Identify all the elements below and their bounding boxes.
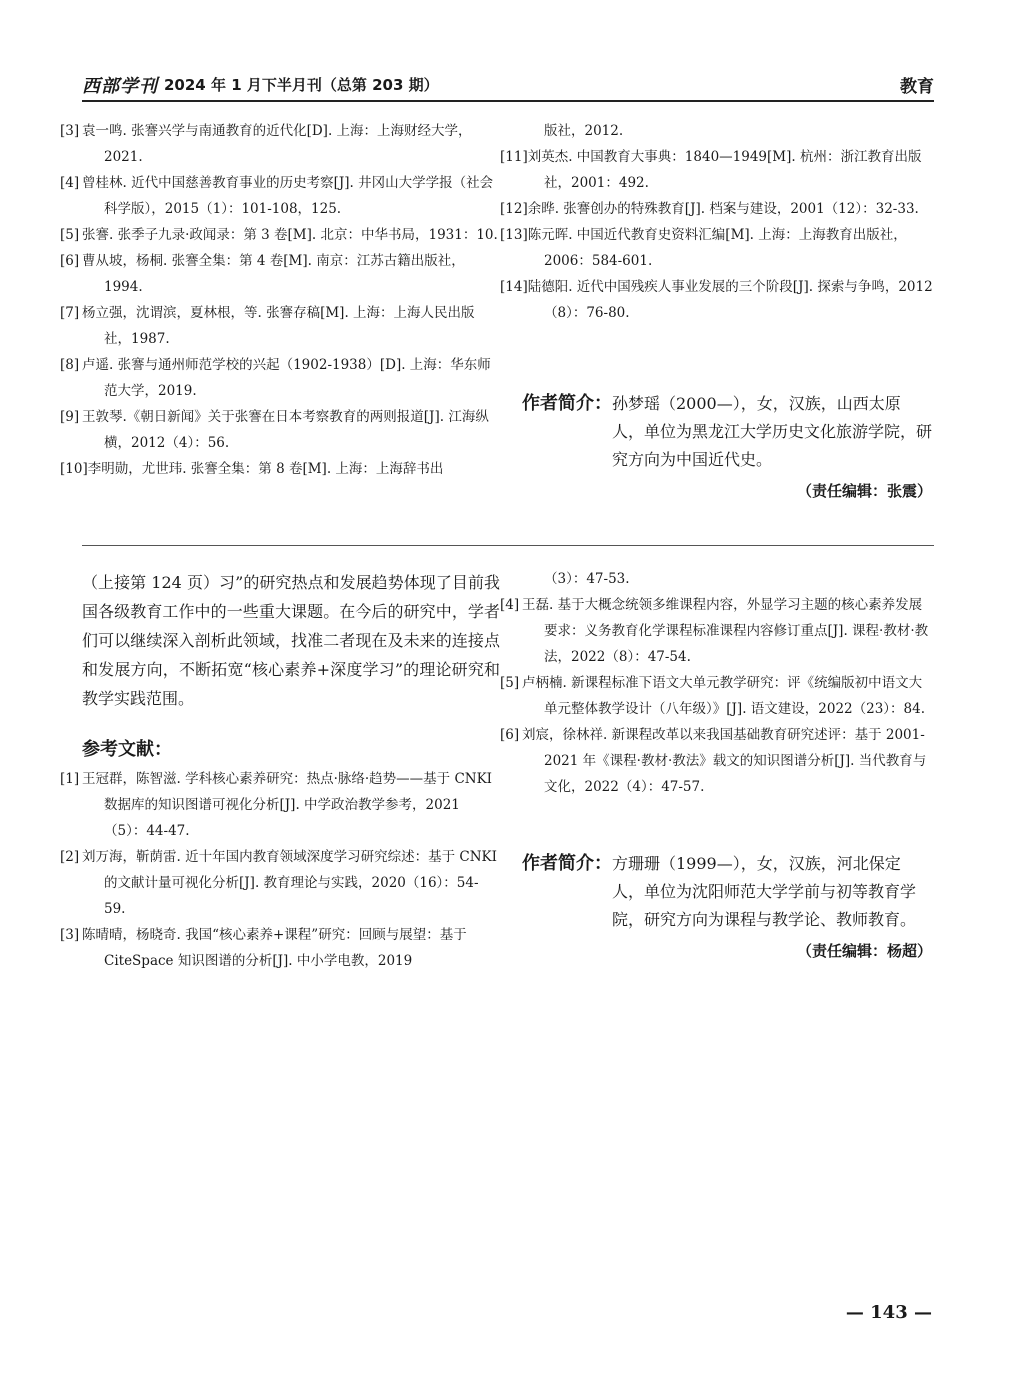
reference-item: [6] 曹从坡，杨桐. 张謇全集：第 4 卷[M]. 南京：江苏古籍出版社，1994. <box>60 253 465 295</box>
header-rule <box>82 100 934 102</box>
author-label: 作者简介： <box>522 853 612 874</box>
reference-item: [3] 陈晴晴，杨晓奇. 我国“核心素养+课程”研究：回顾与展望：基于 CiteSpace 知识图谱的分析[J]. 中小学电教，2019 <box>60 927 467 969</box>
issue-info: 2024 年 1 月下半月刊（总第 203 期） <box>164 76 439 94</box>
reference-item: [4] 曾桂林. 近代中国慈善教育事业的历史考察[J]. 井冈山大学学报（社会科学版），2015（1）：101-108，125. <box>60 175 494 217</box>
bottom-left-references <box>60 766 500 974</box>
bottom-right-references <box>500 566 934 800</box>
page-number: — 143 — <box>845 1302 932 1323</box>
reference-item: [11]刘英杰. 中国教育大事典：1840—1949[M]. 杭州：浙江教育出版社，2001：492. <box>500 149 922 191</box>
reference-item: [1] 王冠群，陈智滋. 学科核心素养研究：热点·脉络·趋势——基于 CNKI 数据库的知识图谱可视化分析[J]. 中学政治教学参考，2021（5）：44-47. <box>60 771 493 839</box>
journal-logo: 西部学刊 <box>82 76 158 97</box>
reference-item: [7] 杨立强，沈谓滨，夏林根，等. 张謇存稿[M]. 上海：上海人民出版社，1987. <box>60 305 475 347</box>
reference-item: [4] 王磊. 基于大概念统领多维课程内容，外显学习主题的核心素养发展要求：义务教育化学课程标准课程内容修订重点[J]. 课程·教材·教法，2022（8）：47-54. <box>500 597 929 665</box>
reference-item: [5] 张謇. 张季子九录·政闻录：第 3 卷[M]. 北京：中华书局，1931：10. <box>60 227 498 243</box>
page-header <box>82 70 934 100</box>
reference-continuation: 版社，2012. <box>544 123 624 139</box>
reference-item: [13]陈元晖. 中国近代教育史资料汇编[M]. 上海：上海教育出版社，2006：584-601. <box>500 227 907 269</box>
reference-item: [3] 袁一鸣. 张謇兴学与南通教育的近代化[D]. 上海：上海财经大学，2021. <box>60 123 472 165</box>
reference-item: [8] 卢遥. 张謇与通州师范学校的兴起（1902-1938）[D]. 上海：华东师范大学，2019. <box>60 357 491 399</box>
reference-item: [14]陆德阳. 近代中国残疾人事业发展的三个阶段[J]. 探索与争鸣，2012（8）：76-80. <box>500 279 933 321</box>
author-text: 孙梦瑶（2000—），女，汉族，山西太原人，单位为黑龙江大学历史文化旅游学院，研究方向为中国近代史。 <box>612 394 933 469</box>
section-title: 教育 <box>900 77 934 97</box>
author-bio-top <box>522 390 934 480</box>
reference-item: [9] 王敦琴.《朝日新闻》关于张謇在日本考察教育的两则报道[J]. 江海纵横，2012（4）：56. <box>60 409 489 451</box>
top-right-references <box>500 118 934 326</box>
reference-item: [2] 刘万海，靳荫雷. 近十年国内教育领域深度学习研究综述：基于 CNKI 的文献计量可视化分析[J]. 教育理论与实践，2020（16）：54-59. <box>60 849 497 917</box>
reference-item: [6] 刘宸，徐林祥. 新课程改革以来我国基础教育研究述评：基于 2001-2021 年《课程·教材·教法》载文的知识图谱分析[J]. 当代教育与文化，2022（4）：47-57. <box>500 727 927 795</box>
author-text: 方珊珊（1999—），女，汉族，河北保定人，单位为沈阳师范大学学前与初等教育学院，研究方向为课程与教学论、教师教育。 <box>612 854 917 929</box>
reference-continuation: （3）：47-53. <box>544 571 630 587</box>
continued-body-text: （上接第 124 页）习”的研究热点和发展趋势体现了目前我国各级教育工作中的一些重大课题。在今后的研究中，学者们可以继续深入剖析此领域，找准二者现在及未来的连接点和发展方向，不断拓宽“核心素养+深度学习”的理论研究和教学实践范围。 <box>82 573 500 708</box>
editor-note-bottom: （责任编辑：杨超） <box>796 942 932 960</box>
section-divider <box>82 545 934 546</box>
editor-note-top: （责任编辑：张震） <box>796 482 932 500</box>
references-heading: 参考文献： <box>82 739 172 760</box>
author-label: 作者简介： <box>522 393 612 414</box>
author-bio-bottom <box>522 850 934 940</box>
reference-item: [5] 卢柄楠. 新课程标准下语文大单元教学研究：评《统编版初中语文大单元整体教学设计（八年级）》[J]. 语文建设，2022（23）：84. <box>500 675 926 717</box>
reference-item: [10]李明勋，尤世玮. 张謇全集：第 8 卷[M]. 上海：上海辞书出 <box>60 461 444 477</box>
reference-item: [12]余晔. 张謇创办的特殊教育[J]. 档案与建设，2001（12）：32-33. <box>500 201 919 217</box>
top-left-references <box>60 118 500 482</box>
